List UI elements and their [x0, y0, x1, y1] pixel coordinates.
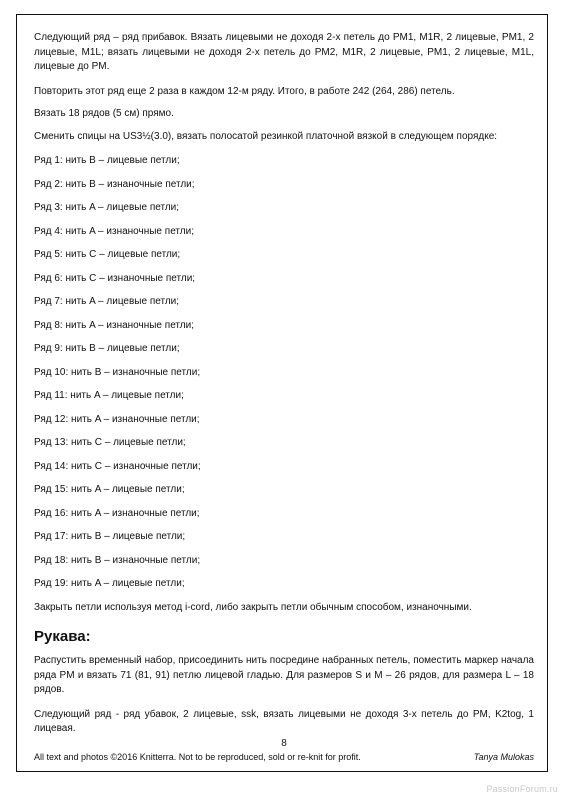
- author-name: Tanya Mulokas: [473, 752, 534, 762]
- copyright-notice: All text and photos ©2016 Knitterra. Not to be reproduced, sold or re-knit for profit.: [34, 752, 361, 762]
- list-item: Ряд 12: нить A – изнаночные петли;: [34, 413, 200, 425]
- bind-off-paragraph: Закрыть петли используя метод i-cord, либо закрыть петли обычным способом, изнаночными.: [34, 601, 472, 613]
- stripe-rows-list: [34, 154, 534, 601]
- list-item: Ряд 8: нить A – изнаночные петли;: [34, 319, 194, 331]
- increase-row-paragraph: Следующий ряд – ряд прибавок. Вязать лицевыми не доходя 2-х петель до PM1, M1R, 2 лицевые, PM1, 2 лицевые, M1L; вязать лицевыми не доходя 2-х петель до PM2, M1R, 2 лицевые, PM1, 2 лицевые, M1L, лицевые до PM.: [34, 32, 534, 72]
- list-item: Ряд 7: нить A – лицевые петли;: [34, 296, 180, 307]
- list-item: Ряд 11: нить A – лицевые петли;: [34, 390, 184, 401]
- repeat-paragraph: Повторить этот ряд еще 2 раза в каждом 12-м ряду. Итого, в работе 242 (264, 286) петель.: [34, 85, 455, 97]
- page-content: [34, 31, 534, 747]
- list-item: Ряд 4: нить A – изнаночные петли;: [34, 225, 194, 237]
- page-footer: [34, 738, 534, 768]
- sleeves-heading: Рукава:: [34, 628, 91, 645]
- list-item: Ряд 14: нить C – изнаночные петли;: [34, 460, 201, 472]
- list-item: Ряд 3: нить A – лицевые петли;: [34, 202, 180, 213]
- list-item: Ряд 5: нить C – лицевые петли;: [34, 249, 181, 260]
- list-item: Ряд 13: нить C – лицевые петли;: [34, 437, 186, 448]
- watermark: PassionForum.ru: [486, 784, 558, 794]
- list-item: Ряд 9: нить B – лицевые петли;: [34, 343, 180, 354]
- document-page: [16, 14, 548, 772]
- list-item: Ряд 18: нить B – изнаночные петли;: [34, 554, 201, 566]
- straight-rows-paragraph: Вязать 18 рядов (5 см) прямо.: [34, 108, 174, 119]
- list-item: Ряд 1: нить B – лицевые петли;: [34, 155, 180, 166]
- decrease-row-paragraph: Следующий ряд - ряд убавок, 2 лицевые, ssk, вязать лицевыми не доходя 3-х петель до PM, K2tog, 1 лицевая.: [34, 708, 534, 734]
- list-item: Ряд 15: нить A – лицевые петли;: [34, 484, 185, 495]
- list-item: Ряд 2: нить B – изнаночные петли;: [34, 178, 195, 190]
- sleeves-intro-paragraph: Распустить временный набор, присоединить нить посредине набранных петель, поместить маркер начала ряда PM и вязать 71 (81, 91) петлю лицевой гладью. Для размеров S и M – 26 рядов, для размера L – 18 рядов.: [34, 655, 534, 695]
- list-item: Ряд 17: нить B – лицевые петли;: [34, 531, 186, 542]
- list-item: Ряд 6: нить C – изнаночные петли;: [34, 272, 196, 284]
- list-item: Ряд 10: нить B – изнаночные петли;: [34, 366, 201, 378]
- list-item: Ряд 19: нить A – лицевые петли;: [34, 578, 185, 589]
- change-needles-paragraph: Сменить спицы на US3½(3.0), вязать полосатой резинкой платочной вязкой в следующем порядке:: [34, 130, 498, 142]
- page-number: 8: [281, 738, 287, 749]
- list-item: Ряд 16: нить A – изнаночные петли;: [34, 507, 200, 519]
